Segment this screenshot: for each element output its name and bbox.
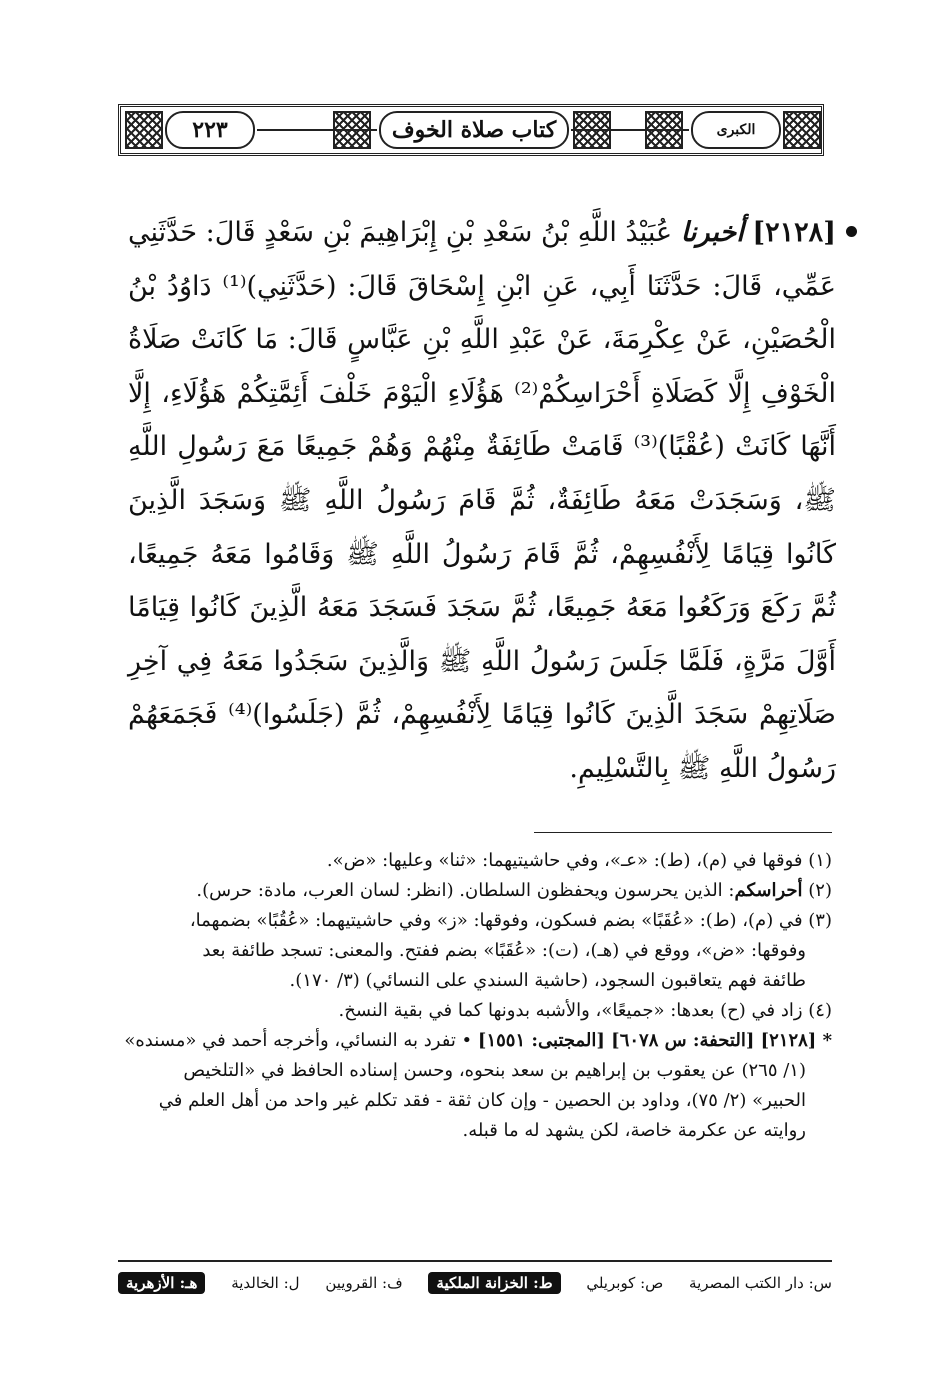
- legend-h: هـ: الأزهرية: [118, 1272, 205, 1294]
- footnote-2: (٢) أحراسكم: الذين يحرسون ويحفظون السلطان. (انظر: لسان العرب، مادة: حرس).: [196, 880, 832, 901]
- takhrij-line2: (١/ ٢٦٥) عن يعقوب بن إبراهيم بن سعد بنحوه، وحسن إسناده الحافظ في «التلخيص: [183, 1060, 806, 1081]
- footnote-1: (١) فوقها في (م)، (ط): «عـ»، وفي حاشيتيهما: «ثنا» وعليها: «ض».: [326, 850, 832, 871]
- takhrij-line1: * [٢١٢٨] [التحفة: س ٦٠٧٨] [المجتبى: ١٥٥١] • تفرد به النسائي، وأخرجه أحمد في «مسنده»: [124, 1030, 832, 1051]
- ornament-right-inner: [645, 111, 683, 149]
- footnote-3-line2: وفوقها: «ض»، ووقع في (هـ)، (ت): «عُقَبًا» بضم ففتح. والمعنى: تسجد طائفة بعد: [202, 940, 806, 961]
- bullet-icon: [846, 226, 857, 237]
- book-logo: الكبرى: [691, 111, 781, 149]
- ornament-center-left: [333, 111, 371, 149]
- footnote-divider: [534, 832, 832, 833]
- legend-l: ل: الخالدية: [231, 1274, 300, 1292]
- footnote-4: (٤) زاد في (ح) بعدها: «جميعًا»، والأشبه بدونها كما في بقية النسخ.: [338, 1000, 832, 1021]
- akhbarana: أخبرنا: [680, 217, 744, 248]
- footnotes: [118, 846, 832, 1146]
- footnote-3-line3: طائفة فهم يتعاقبون السجود، (حاشية السندي على النسائي) (٣/ ١٧٠).: [289, 970, 806, 991]
- legend-s2: ص: كوبريلي: [586, 1274, 664, 1292]
- legend-f: ف: القرويين: [325, 1274, 403, 1292]
- ornament-right: [783, 111, 821, 149]
- page-number: ٢٢٣: [165, 111, 255, 149]
- takhrij-line4: روايته عن عكرمة خاصة، لكن يشهد له ما قبله.: [462, 1120, 806, 1141]
- manuscript-legend: [118, 1268, 832, 1298]
- chapter-title: كتاب صلاة الخوف: [379, 111, 569, 149]
- legend-s: س: دار الكتب المصرية: [689, 1274, 832, 1292]
- hadith-text: [128, 206, 836, 796]
- takhrij-line3: الحبير» (٢/ ٧٥)، وداود بن الحصين - وإن كان ثقة - فقد تكلم غير واحد من أهل العلم في: [158, 1090, 806, 1111]
- page-header: [118, 104, 824, 156]
- legend-divider: [118, 1260, 832, 1262]
- legend-t: ط: الخزانة الملكية: [428, 1272, 560, 1294]
- footnote-3: (٣) في (م)، (ط): «عُقَبًا» بضم فسكون، وفوقها: «ز» وفي حاشيتيهما: «عُقُبًا» بضمهما،: [189, 910, 832, 931]
- ornament-left: [125, 111, 163, 149]
- hadith-number: [٢١٢٨]: [752, 217, 836, 248]
- hadith-body: عُبَيْدُ اللَّهِ بْنُ سَعْدِ بْنِ إِبْرَاهِيمَ بْنِ سَعْدٍ قَالَ: حَدَّثَنِي عَمِّي، قَالَ: حَدَّثَنَا أَبِي، عَنِ ابْنِ إِسْحَاقَ قَالَ: (حَدَّثَنِي)⁽¹⁾ دَاوُدُ بْنُ الْحُصَيْنِ، عَنْ عِكْرِمَةَ، عَنْ عَبْدِ اللَّهِ بْنِ عَبَّاسٍ قَالَ: مَا كَانَتْ صَلَاةُ الْخَوْفِ إِلَّا كَصَلَاةِ أَحْرَاسِكُمْ⁽²⁾ هَؤُلَاءِ الْيَوْمَ خَلْفَ أَئِمَّتِكُمْ هَؤُلَاءِ، إِلَّا أَنَّهَا كَانَتْ (عُقْبًا)⁽³⁾ قَامَتْ طَائِفَةٌ مِنْهُمْ وَهُمْ جَمِيعًا مَعَ رَسُولِ اللَّهِ ﷺ، وَسَجَدَتْ مَعَهُ طَائِفَةٌ، ثُمَّ قَامَ رَسُولُ اللَّهِ ﷺ وَسَجَدَ الَّذِينَ كَانُوا قِيَامًا لِأَنْفُسِهِمْ، ثُمَّ قَامَ رَسُولُ اللَّهِ ﷺ وَقَامُوا مَعَهُ جَمِيعًا، ثُمَّ رَكَعَ وَرَكَعُوا مَعَهُ جَمِيعًا، ثُمَّ سَجَدَ فَسَجَدَ مَعَهُ الَّذِينَ كَانُوا قِيَامًا أَوَّلَ مَرَّةٍ، فَلَمَّا جَلَسَ رَسُولُ اللَّهِ ﷺ وَالَّذِينَ سَجَدُوا مَعَهُ فِي آخِرِ صَلَاتِهِمْ سَجَدَ الَّذِينَ كَانُوا قِيَامًا لِأَنْفُسِهِمْ، ثُمَّ (جَلَسُوا)⁽⁴⁾ فَجَمَعَهُمْ رَسُولُ اللَّهِ ﷺ بِالتَّسْلِيمِ.: [128, 217, 837, 784]
